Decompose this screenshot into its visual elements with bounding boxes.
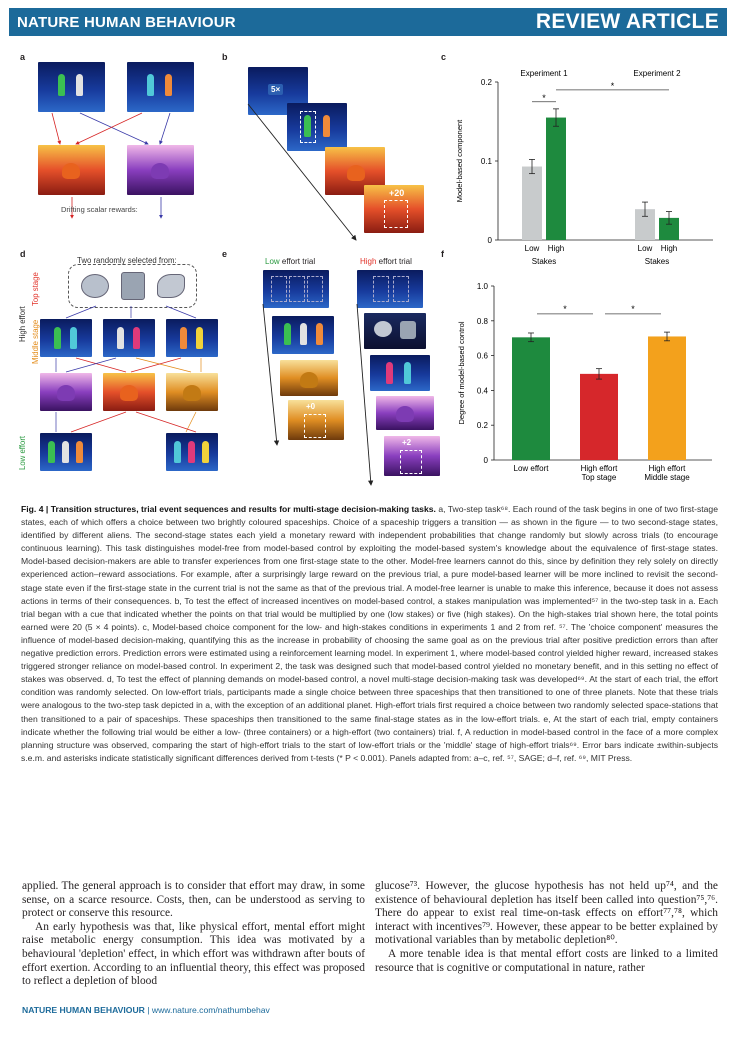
spaceship-icon	[147, 74, 154, 96]
body-paragraph: applied. The general approach is to consider that effort may draw, in some sense, on a scarce resource. Costs, then, can be understood as serving to protect or conserve this resource.	[22, 880, 365, 920]
body-paragraph: An early hypothesis was that, like physical effort, mental effort might raise metabolic energy consumption. This idea was motivated by a behavioural 'depletion' effect, in which effort was withdrawn after bouts of effort exertion. According to an influential theory, this effect was proposed to reflect a depletion of blood	[22, 920, 365, 988]
group-label: Experiment 1	[520, 69, 568, 78]
significance-star: *	[631, 303, 635, 314]
significance-star: *	[542, 92, 546, 103]
footer-url: | www.nature.com/nathumbehav	[144, 1005, 270, 1015]
space-station-icon	[121, 272, 145, 300]
space-station-icon	[157, 274, 185, 298]
bar	[648, 336, 686, 460]
significance-star: *	[610, 80, 615, 91]
chart-f	[448, 272, 718, 494]
high-trial-reward-value: +2	[402, 438, 412, 447]
y-tick-label: 0	[483, 456, 488, 465]
journal-name: NATURE HUMAN BEHAVIOUR	[17, 13, 236, 31]
y-tick-label: 1.0	[476, 282, 488, 291]
panel-e-time-arrows	[255, 300, 455, 495]
y-tick-label: 0	[487, 236, 492, 245]
significance-star: *	[563, 303, 567, 314]
x-tick-label: High effort	[580, 464, 618, 473]
panel-label-e: e	[222, 249, 228, 259]
panel-label-c: c	[441, 52, 447, 62]
x-tick-label: High	[547, 244, 565, 253]
y-tick-label: 0.2	[476, 421, 488, 431]
y-axis-label: Degree of model-based control	[457, 321, 466, 425]
panel-label-d: d	[20, 249, 26, 259]
figure-caption	[21, 503, 718, 765]
bar	[512, 337, 550, 460]
x-axis-label: Stakes	[531, 257, 557, 266]
time-arrow	[240, 100, 380, 250]
reward-value: +20	[389, 188, 405, 198]
body-paragraph: glucose⁷³. However, the glucose hypothesis has not held up⁷⁴, and the existence of behavioural depletion has itself been called into question⁷⁵,⁷⁶. There do appear to exist real time-on-task effects on effort⁷⁷,⁷⁸, which interact with incentives⁷⁹. However, these appear to be better explained by motivational variables than by metabolic depletion⁸⁰.	[375, 880, 718, 947]
x-tick-label: Top stage	[581, 473, 617, 482]
bar	[522, 167, 542, 240]
panel-label-a: a	[20, 52, 26, 62]
low-effort-label: Low effort	[18, 435, 27, 470]
caption-title: Fig. 4 | Transition structures, trial event sequences and results for multi-stage decision-making tasks.	[21, 504, 436, 514]
bar	[546, 118, 566, 240]
y-tick-label: 0.8	[476, 316, 488, 326]
body-column-right	[375, 880, 718, 975]
x-tick-label: Middle stage	[644, 473, 690, 482]
x-axis-label: Stakes	[644, 257, 670, 266]
panel-label-f: f	[441, 249, 444, 259]
y-tick-label: 0.1	[480, 157, 492, 166]
first-stage-state-1	[38, 62, 105, 112]
spaceship-icon	[76, 74, 83, 96]
selection-text: Two randomly selected from:	[77, 256, 177, 265]
group-label: Experiment 2	[633, 69, 681, 78]
space-station-icon	[81, 274, 109, 298]
chart-c	[448, 62, 718, 272]
first-stage-state-2	[127, 62, 194, 112]
x-tick-label: Low	[524, 244, 540, 253]
footer-journal: NATURE HUMAN BEHAVIOUR	[22, 1005, 145, 1015]
spaceship-icon	[165, 74, 172, 96]
panel-d-arrows	[36, 300, 226, 440]
body-paragraph: A more tenable idea is that mental effort costs are linked to a limited resource that is cognitive or computational in nature, rather	[375, 947, 718, 974]
panel-label-b: b	[222, 52, 228, 62]
x-tick-label: Low	[637, 244, 653, 253]
low-effort-trial-title: Low effort trial	[265, 257, 316, 266]
stakes-cue: 5×	[268, 84, 283, 95]
y-axis-label: Model-based component	[455, 119, 464, 203]
y-tick-label: 0.6	[476, 351, 488, 361]
journal-banner	[9, 8, 727, 36]
middle-stage-label: Middle stage	[31, 319, 40, 364]
low-trial-reward-value: +0	[306, 402, 316, 411]
y-tick-label: 0.4	[476, 386, 488, 396]
top-stage-label: Top stage	[31, 272, 40, 306]
bar	[580, 374, 618, 460]
high-effort-trial-title: High effort trial	[360, 257, 412, 266]
high-effort-label: High effort	[18, 306, 27, 342]
x-tick-label: High effort	[648, 464, 686, 473]
body-column-left	[22, 880, 365, 989]
page-footer	[22, 1005, 270, 1015]
y-tick-label: 0.2	[480, 78, 492, 87]
drifting-rewards-label: Drifting scalar rewards:	[61, 205, 138, 214]
x-tick-label: Low effort	[513, 464, 549, 473]
x-tick-label: High	[660, 244, 678, 253]
caption-body: a, Two-step task⁶⁸. Each round of the task begins in one of two first-stage states, each of which offers a choice between two brightly coloured spaceships. Choice of a spaceship triggers a transition — as shown in the figure — to two second-stage states, identified by different aliens. The second-stage states each yield a monetary reward with independent probabilities that change randomly but slowly across trials (to encourage continuous learning). This task distinguishes model-free from model-based control by exploiting the model-based system's knowledge about the equivalence of first-stage states. Model-based decision-makers are able to transfer experiences from one first-stage state to the other. Model-free learners cannot do this, since by definition they rely solely on directly experienced action–reward associations. For example, after a surprisingly large reward on the previous trial, a pure model-based learner will be more inclined to revisit the second-stage state even if the first-stage state in the current trial is not the same as that of the previous trial. A model-free learner is unable to make this inference, because it does not assess actions in terms of their consequences. b, To test the effect of increased incentives on model-based control, a stakes manipulation was implemented⁵⁷ in the two-step task in a. Each trial began with a cue that indicated whether the points on that trial would be multiplied by one (low stakes) or five (high stakes). On the high-stakes trial shown here, the total points earned were 20 (5 × 4 points). c, Model-based choice component for the low- and high-stakes conditions in experiments 1 and 2 from ref. ⁵⁷. The 'choice component' measures the influence of model-based decision-making, quantifying this as the increase in probability of choosing the same goal as on the previous trial after positive prediction errors than after negative prediction errors. Prediction errors were estimated using a reinforcement learning model. In experiment 1, where model-based control yielded higher reward, increased stakes triggered stronger reliance on model-based control. In experiment 2, the task was designed such that model-based control yielded no monetary benefit, and in this setting no effect of stakes was observed. d, To test the effect of planning demands on model-based control, a novel multi-stage decision-making task was developed⁶⁹. At the start of each trial, the effort condition was randomly selected. On low-effort trials, participants made a single choice between three spaceships that then transitioned to one of three planets. Note that these trials were analogous to the two-step task depicted in a, with the exception of an additional planet. High-effort trials first required a choice between two randomly selected space-stations that then transitioned to a pair of spaceships. These spaceships then transitioned to the same final-stage states as in the low-effort trials. e, At the start of each trial, empty containers indicate whether the following trial would be either a low- (three containers) or a high-effort (two containers) trial. f, A reduction in model-based control in the face of a more complex planning structure was observed, comparing the start of high-effort trials to the start of low-effort trials or the 'middle' stage of high-effort trials⁶⁹. Error bars indicate ±within-subjects s.e.m. and asterisks indicate statistically significant differences derived from t-tests (* P < 0.001). Panels adapted from: a–c, ref. ⁵⁷, SAGE; d–f, ref. ⁶⁹, MIT Press.	[21, 504, 718, 763]
spaceship-icon	[58, 74, 65, 96]
article-type: REVIEW ARTICLE	[535, 10, 719, 33]
